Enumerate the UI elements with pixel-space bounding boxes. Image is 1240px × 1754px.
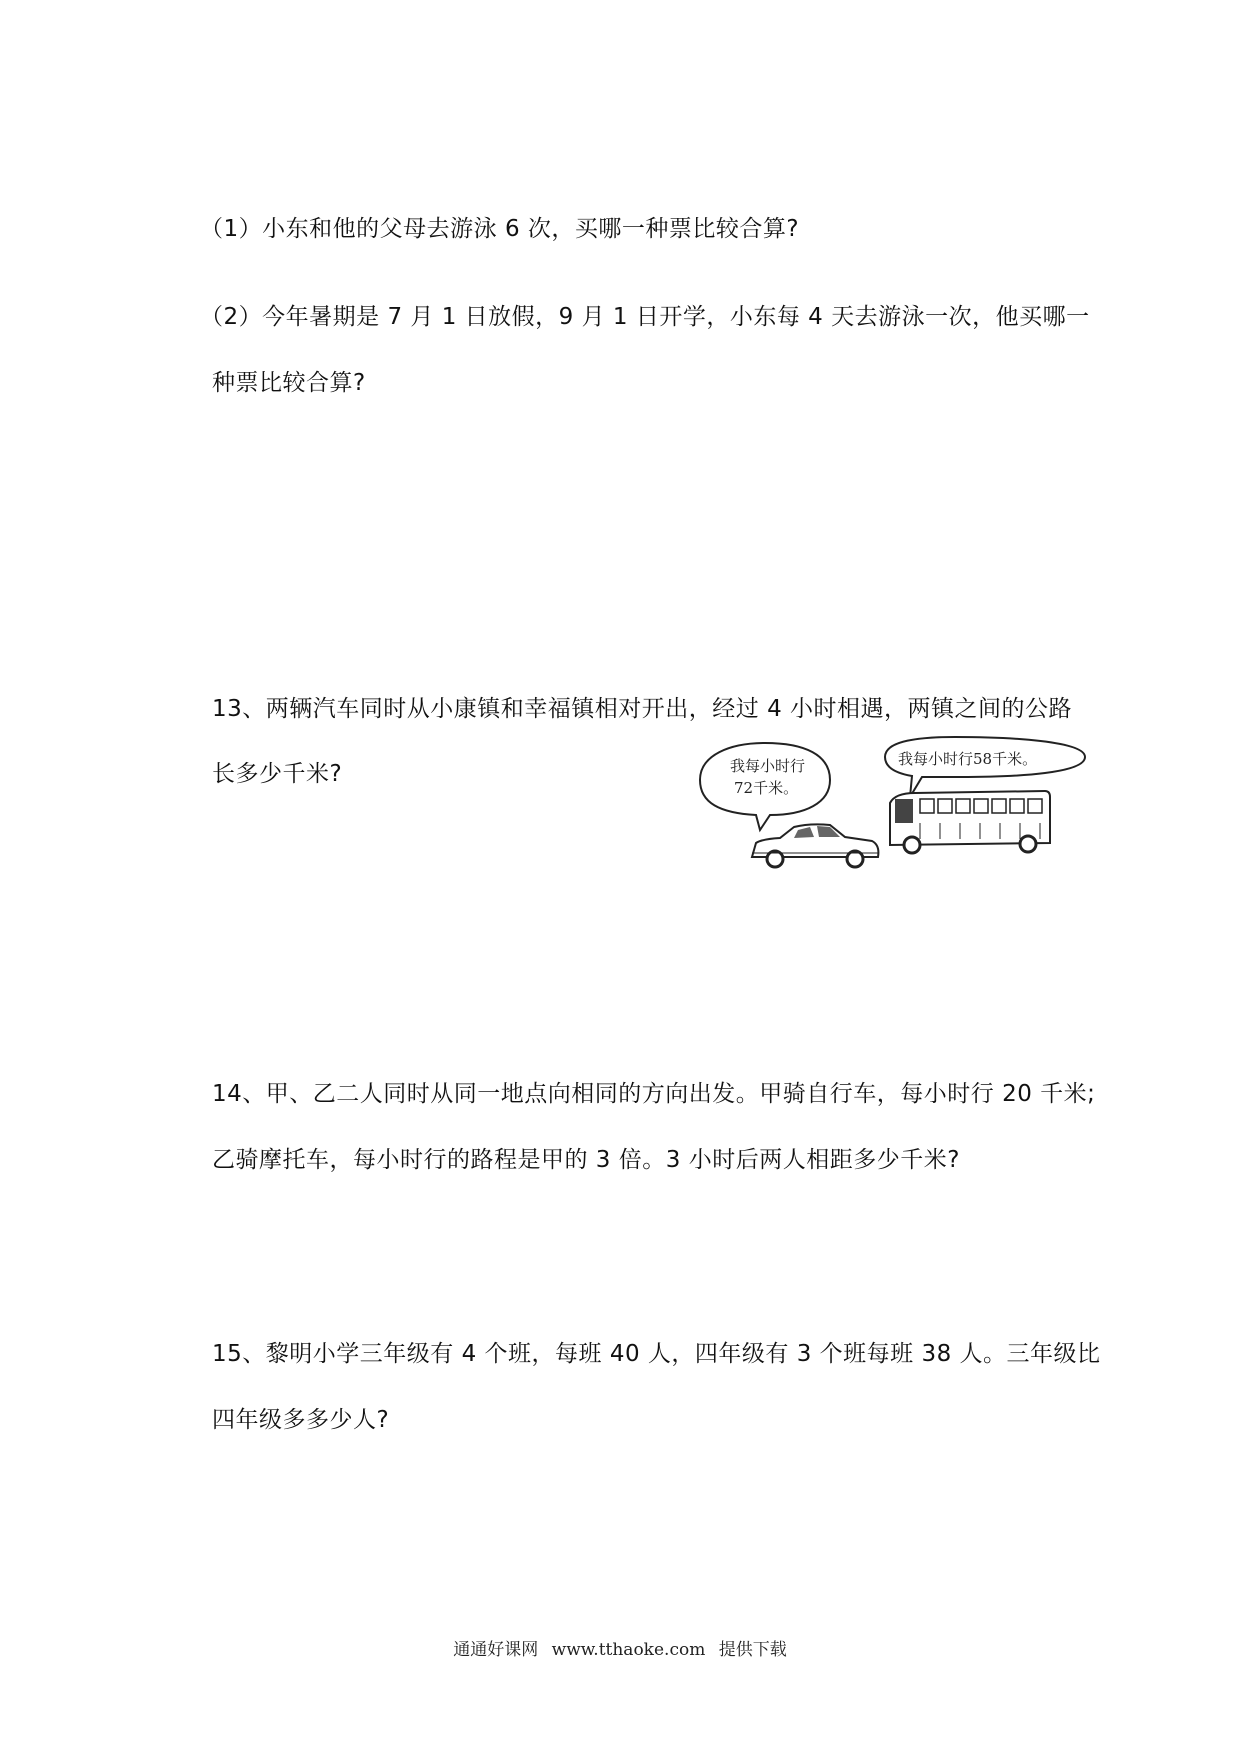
- footer-site-name: 通通好课网: [453, 1640, 539, 1660]
- bus-icon: [890, 791, 1050, 853]
- question-13-line-2: 长多少千米?: [212, 761, 343, 787]
- car-bubble-text-line-1: 我每小时行: [730, 757, 806, 775]
- question-12-part-2-line-2: 种票比较合算?: [212, 370, 366, 396]
- car-icon: [752, 824, 878, 867]
- question-13-line-1: 13、两辆汽车同时从小康镇和幸福镇相对开出，经过 4 小时相遇，两镇之间的公路: [212, 696, 1073, 722]
- footer-url[interactable]: www.tthaoke.com: [551, 1640, 706, 1660]
- question-15-line-2: 四年级多多少人?: [212, 1407, 390, 1433]
- bus-bubble-text: 我每小时行58千米。: [898, 750, 1038, 768]
- question-15-line-1: 15、黎明小学三年级有 4 个班，每班 40 人，四年级有 3 个班每班 38 人。三年级比: [212, 1341, 1101, 1367]
- question-12-part-2-line-1: （2）今年暑期是 7 月 1 日放假，9 月 1 日开学，小东每 4 天去游泳一次，他买哪一: [200, 304, 1090, 330]
- page-footer: [0, 1635, 1240, 1660]
- question-14-line-1: 14、甲、乙二人同时从同一地点向相同的方向出发。甲骑自行车，每小时行 20 千米;: [212, 1081, 1096, 1107]
- car-bus-illustration: [690, 735, 1100, 885]
- car-bubble-text-line-2: 72千米。: [734, 779, 799, 797]
- question-14-line-2: 乙骑摩托车，每小时行的路程是甲的 3 倍。3 小时后两人相距多少千米?: [212, 1147, 960, 1173]
- question-12-part-1: （1）小东和他的父母去游泳 6 次，买哪一种票比较合算?: [200, 216, 800, 242]
- footer-suffix: 提供下载: [718, 1640, 787, 1660]
